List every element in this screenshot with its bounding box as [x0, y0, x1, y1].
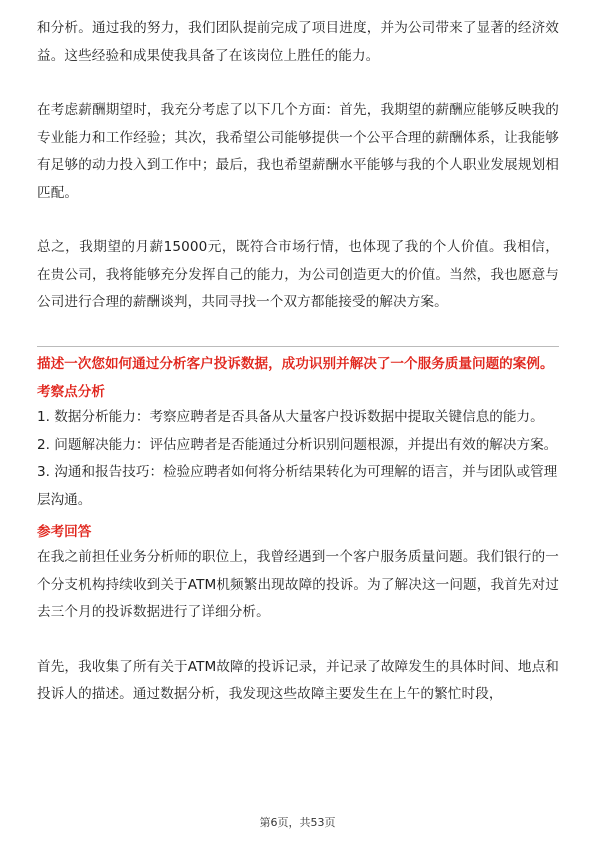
answer-paragraph-analysis: 首先，我收集了所有关于ATM故障的投诉记录，并记录了故障发生的具体时间、地点和投诉人的描述。通过数据分析，我发现这些故障主要发生在上午的繁忙时段，	[37, 658, 559, 702]
analysis-heading: 考察点分析	[37, 384, 105, 400]
paragraph-gap	[37, 627, 559, 654]
paragraph-salary-considerations: 在考虑薪酬期望时，我充分考虑了以下几个方面：首先，我期望的薪酬应能够反映我的专业能力和工作经验；其次，我希望公司能够提供一个公平合理的薪酬体系，让我能够有足够的动力投入到工作中；最后，我也希望薪酬水平能够与我的个人职业发展规划相匹配。	[37, 102, 559, 201]
analysis-item-communication: 3. 沟通和报告技巧：检验应聘者如何将分析结果转化为可理解的语言，并与团队或管理层沟通。	[37, 464, 558, 508]
paragraph-project-result: 和分析。通过我的努力，我们团队提前完成了项目进度，并为公司带来了显著的经济效益。这些经验和成果使我具备了在该岗位上胜任的能力。	[37, 20, 559, 64]
analysis-item-problem-solving: 2. 问题解决能力：评估应聘者是否能通过分析识别问题根源，并提出有效的解决方案。	[37, 436, 558, 453]
page-number-footer: 第6页，共53页	[259, 816, 336, 829]
answer-paragraph-background: 在我之前担任业务分析师的职位上，我曾经遇到一个客户服务质量问题。我们银行的一个分支机构持续收到关于ATM机频繁出现故障的投诉。为了解决这一问题，我首先对过去三个月的投诉数据进行了详细分析。	[37, 549, 559, 620]
paragraph-salary-summary: 总之，我期望的月薪15000元，既符合市场行情，也体现了我的个人价值。我相信，在贵公司，我将能够充分发挥自己的能力，为公司创造更大的价值。当然，我也愿意与公司进行合理的薪酬谈判，共同寻找一个双方都能接受的解决方案。	[37, 239, 559, 310]
paragraph-gap	[37, 70, 559, 97]
top-text-block	[37, 15, 559, 317]
interview-question: 描述一次您如何通过分析客户投诉数据，成功识别并解决了一个服务质量问题的案例。	[37, 356, 554, 372]
question-block	[37, 354, 559, 709]
analysis-item-data-analysis: 1. 数据分析能力：考察应聘者是否具备从大量客户投诉数据中提取关键信息的能力。	[37, 409, 544, 425]
section-divider	[37, 346, 559, 347]
paragraph-gap	[37, 207, 559, 234]
answer-heading: 参考回答	[37, 524, 92, 540]
